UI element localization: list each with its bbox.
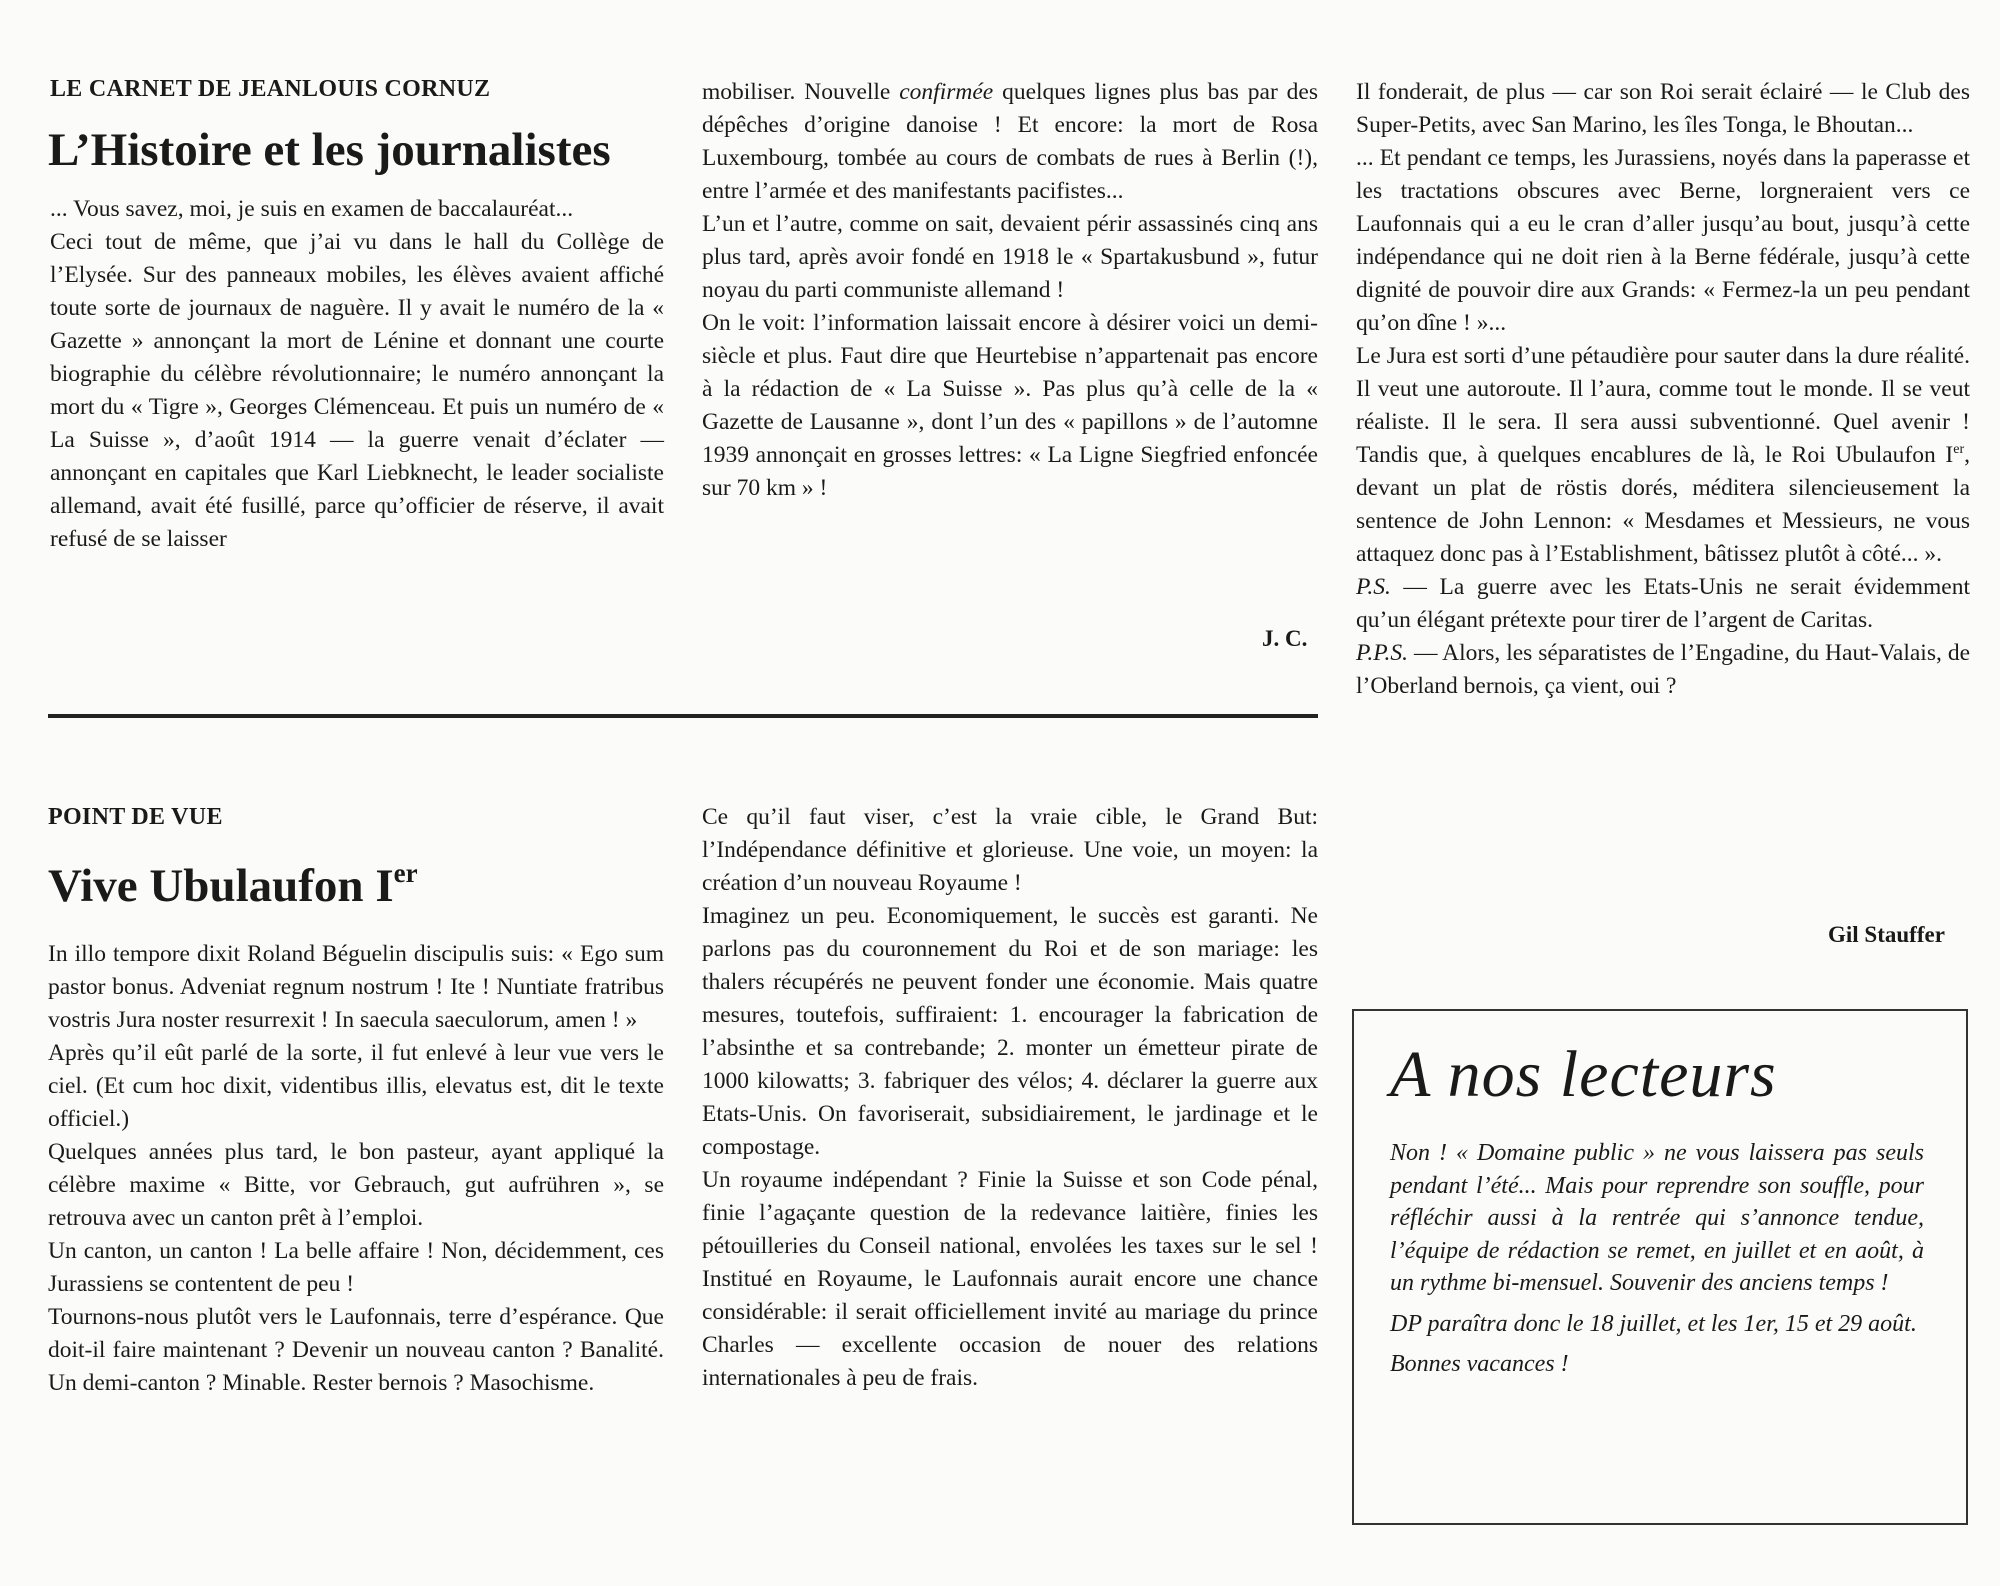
postscript: P.P.S. — Alors, les séparatistes de l’Engadine, du Haut-Valais, de l’Oberland bernois, ça vient, oui ?	[1356, 640, 1970, 699]
paragraph: mobiliser. Nouvelle confirmée quelques lignes plus bas par des dépêches d’origine danoise ! Et encore: la mort de Rosa Luxembourg, tombée au cours de combats de rues à Berlin (!), entre l’armée et des manifestants pacifistes...	[702, 79, 1318, 204]
paragraph: Un canton, un canton ! La belle affaire ! Non, décidemment, ces Jurassiens se contentent de peu !	[48, 1238, 664, 1297]
paragraph: Après qu’il eût parlé de la sorte, il fut enlevé à leur vue vers le ciel. (Et cum hoc dixit, videntibus illis, elevatus est, dit le texte officiel.)	[48, 1040, 664, 1132]
paragraph: Ce qu’il faut viser, c’est la vraie cible, le Grand But: l’Indépendance définitive et glorieuse. Une voie, un moyen: la création d’un nouveau Royaume !	[702, 804, 1318, 896]
section-divider	[48, 714, 1318, 718]
article2-column-3	[1356, 76, 1970, 703]
notice-paragraph: DP paraîtra donc le 18 juillet, et les 1er, 15 et 29 août.	[1390, 1310, 1917, 1337]
paragraph: In illo tempore dixit Roland Béguelin discipulis suis: « Ego sum pastor bonus. Adveniat regnum nostrum ! Ite ! Nuntiate fratribus vostris Jura noster resurrexit ! In saecula saeculorum, amen ! »	[48, 941, 664, 1033]
article2-column-1	[48, 938, 664, 1400]
paragraph: Tournons-nous plutôt vers le Laufonnais, terre d’espérance. Que doit-il faire maintenant ? Devenir un nouveau canton ? Banalité. Un demi-canton ? Minable. Rester bernois ? Masochisme.	[48, 1304, 664, 1396]
paragraph: Le Jura est sorti d’une pétaudière pour sauter dans la dure réalité. Il veut une autoroute. Il l’aura, comme tout le monde. Il se veut réaliste. Il le sera. Il sera aussi subventionné. Quel avenir ! Tandis que, à quelques encablures de là, le Roi Ubulaufon Ier, devant un plat de röstis dorés, méditera silencieusement la sentence de John Lennon: « Mesdames et Messieurs, ne vous attaquez donc pas à l’Establishment, bâtissez plutôt à côté... ».	[1356, 343, 1970, 567]
notice-box	[1352, 1009, 1968, 1525]
paragraph: Quelques années plus tard, le bon pasteur, ayant appliqué la célèbre maxime « Bitte, vor Gebrauch, gut aufrühren », se retrouva avec un canton prêt à l’emploi.	[48, 1139, 664, 1231]
paragraph: Il fonderait, de plus — car son Roi serait éclairé — le Club des Super-Petits, avec San Marino, les îles Tonga, le Bhoutan...	[1356, 79, 1970, 138]
notice-paragraph: Bonnes vacances !	[1390, 1351, 1569, 1377]
article1-signature: J. C.	[1262, 626, 1308, 651]
notice-title: A nos lecteurs	[1390, 1038, 1777, 1111]
paragraph: Un royaume indépendant ? Finie la Suisse et son Code pénal, finie l’agaçante question de la redevance laitière, finies les pétouilleries du Conseil national, envolées les taxes sur le sel ! Institué en Royaume, le Laufonnais aurait encore une chance considérable: il serait officiellement invité au mariage du prince Charles — excellente occasion de nouer des relations internationales à peu de frais.	[702, 1167, 1318, 1391]
paragraph: On le voit: l’information laissait encore à désirer voici un demi-siècle et plus. Faut dire que Heurtebise n’appartenait pas encore à la rédaction de « La Suisse ». Pas plus qu’à celle de la « Gazette de Lausanne », dont l’un des « papillons » de l’automne 1939 annonçait en grosses lettres: « La Ligne Siegfried enfoncée sur 70 km » !	[702, 310, 1318, 501]
article1-column-2	[702, 76, 1318, 505]
notice-text	[1390, 1137, 1924, 1389]
paragraph: Imaginez un peu. Economiquement, le succès est garanti. Ne parlons pas du couronnement du Roi et de son mariage: les thalers récupérés ne peuvent fonder une économie. Mais quatre mesures, toutefois, suffiraient: 1. encourager la fabrication de l’absinthe et sa contrebande; 2. monter un émetteur pirate de 1000 kilowatts; 3. fabriquer des vélos; 4. déclarer la guerre aux Etats-Unis. On favoriserait, subsidiairement, le jardinage et le compostage.	[702, 903, 1318, 1160]
article2-headline: Vive Ubulaufon Ier	[48, 858, 418, 912]
paragraph: Ceci tout de même, que j’ai vu dans le hall du Collège de l’Elysée. Sur des panneaux mobiles, les élèves avaient affiché toute sorte de journaux de naguère. Il y avait le numéro de la « Gazette » annonçant la mort de Lénine et donnant une courte biographie du célèbre révolutionnaire; le numéro annonçant la mort du « Tigre », Georges Clémenceau. Et puis un numéro de « La Suisse », d’août 1914 — la guerre venait d’éclater — annonçant en capitales que Karl Liebknecht, le leader socialiste allemand, avait été fusillé, parce qu’officier de réserve, il avait refusé de se laisser	[50, 229, 664, 552]
article2-signature: Gil Stauffer	[1828, 922, 1945, 947]
article1-headline: L’Histoire et les journalistes	[48, 124, 611, 176]
article1-column-1	[50, 193, 664, 556]
notice-paragraph: Non ! « Domaine public » ne vous laissera pas seuls pendant l’été... Mais pour reprendre son souffle, pour réfléchir aussi à la rentrée qui s’annonce tendue, l’équipe de rédaction se remet, en juillet et en août, à un rythme bi-mensuel. Souvenir des anciens temps !	[1390, 1140, 1924, 1296]
article1-kicker: LE CARNET DE JEANLOUIS CORNUZ	[50, 76, 491, 102]
article2-column-2	[702, 801, 1318, 1395]
paragraph: ... Vous savez, moi, je suis en examen de baccalauréat...	[50, 196, 574, 222]
paragraph: L’un et l’autre, comme on sait, devaient périr assassinés cinq ans plus tard, après avoir fondé en 1918 le « Spartakusbund », futur noyau du parti communiste allemand !	[702, 211, 1318, 303]
article2-kicker: POINT DE VUE	[48, 804, 223, 830]
postscript: P.S. — La guerre avec les Etats-Unis ne serait évidemment qu’un élégant prétexte pour tirer de l’argent de Caritas.	[1356, 574, 1970, 633]
paragraph: ... Et pendant ce temps, les Jurassiens, noyés dans la paperasse et les tractations obscures avec Berne, lorgneraient vers ce Laufonnais qui a eu le cran d’aller jusqu’au bout, jusqu’à cette indépendance qui ne doit rien à la Berne fédérale, jusqu’à cette dignité de pouvoir dire aux Grands: « Fermez-la un peu pendant qu’on dîne ! »...	[1356, 145, 1970, 336]
